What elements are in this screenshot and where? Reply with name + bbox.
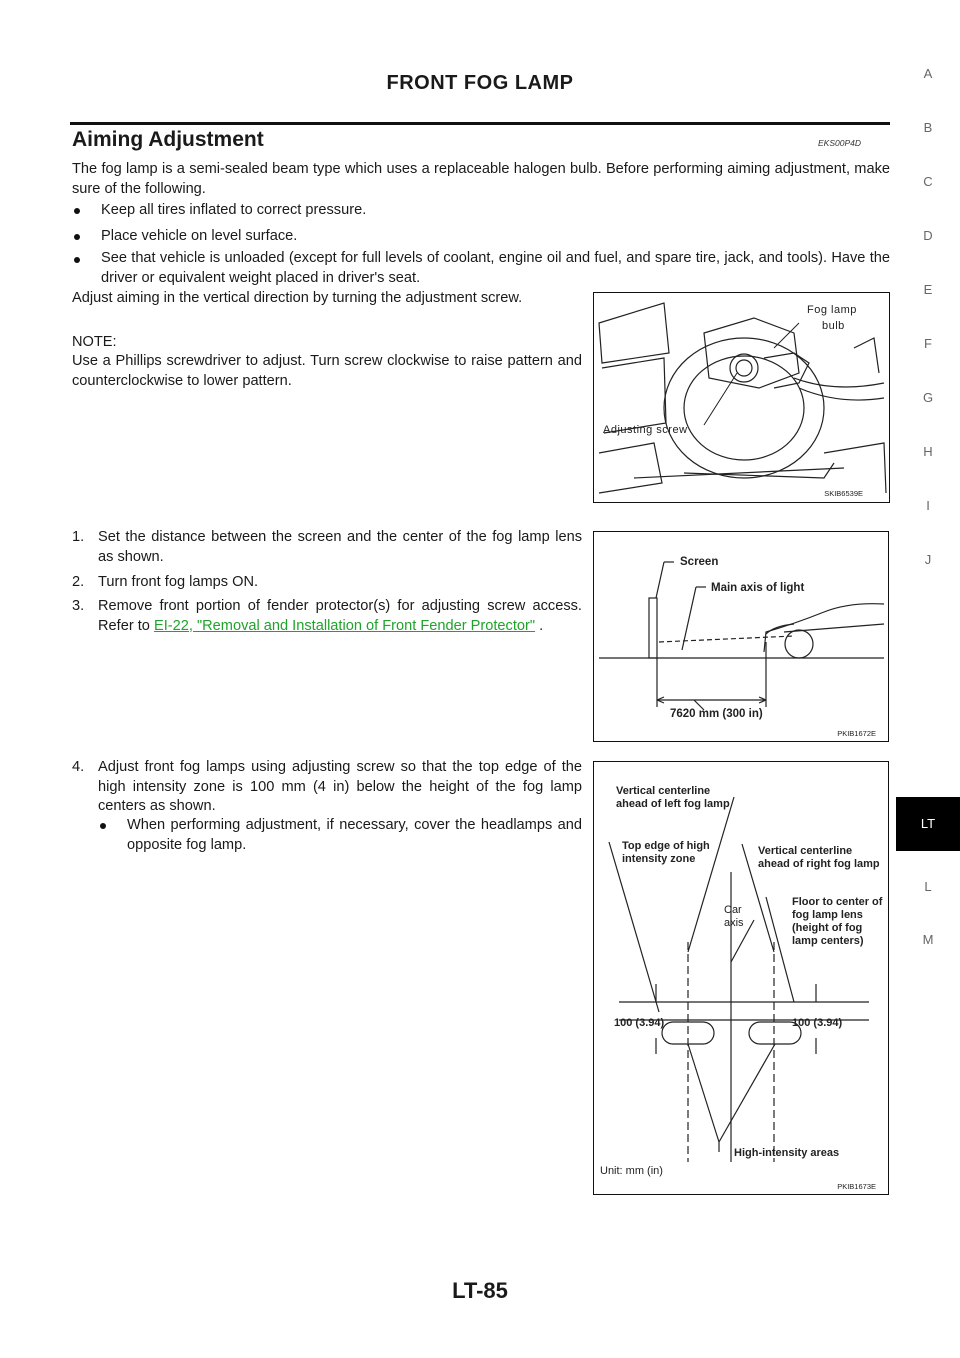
label-top-edge-2: intensity zone [622, 853, 696, 865]
side-tab-lt-active[interactable]: LT [896, 797, 960, 851]
intro-paragraph: The fog lamp is a semi-sealed beam type which uses a replaceable halogen bulb. Before performing aiming adjustment, make sure of the following. [72, 161, 890, 197]
screen-distance-illustration [594, 532, 888, 741]
figure-code: SKIB6539E [824, 489, 863, 498]
label-screen: Screen [680, 556, 719, 568]
aiming-pattern-illustration [594, 762, 888, 1194]
figure-code: PKIB1673E [837, 1182, 876, 1191]
label-car-2: axis [724, 917, 744, 929]
step-text-part: Remove front portion of fender protector(s) for adjusting screw access. Refer to [98, 598, 582, 634]
step-text: Adjust front fog lamps using adjusting screw so that the top edge of the high intensity zone is 100 mm (4 in) below the height of the fog lamp centers as shown. [98, 759, 582, 814]
section-title: Aiming Adjustment [72, 128, 264, 151]
step-text [98, 597, 582, 636]
figure-code: PKIB1672E [837, 729, 876, 738]
label-floor-1: Floor to center of [792, 896, 883, 908]
bullet-item: See that vehicle is unloaded (except for full levels of coolant, engine oil and fuel, and spare tire, jack, and tools). Have the driver or equivalent weight placed in driver's seat. [101, 250, 890, 286]
label-vl-left-1: Vertical centerline [616, 785, 711, 797]
side-tab-b[interactable]: B [923, 120, 933, 135]
side-tab-e[interactable]: E [923, 282, 933, 297]
note-text: Use a Phillips screwdriver to adjust. Turn screw clockwise to raise pattern and counterclockwise to lower pattern. [72, 353, 582, 389]
header-rule [70, 122, 890, 125]
label-vl-right-1: Vertical centerline [758, 845, 853, 857]
bullet-dot [74, 208, 80, 214]
step-number: 3. [72, 598, 85, 614]
label-car-1: Car [724, 904, 742, 916]
side-tab-d[interactable]: D [923, 228, 933, 243]
label-distance: 7620 mm (300 in) [670, 708, 763, 720]
step-text-part: . [535, 617, 544, 634]
label-unit: Unit: mm (in) [600, 1165, 663, 1177]
label-top-edge-1: Top edge of high [622, 840, 710, 852]
step-number: 2. [72, 574, 85, 590]
side-tab-m[interactable]: M [922, 932, 934, 947]
fog-lamp-illustration [594, 293, 889, 502]
label-high-areas: High-intensity areas [734, 1147, 840, 1159]
bullet-dot [74, 257, 80, 263]
side-tab-c[interactable]: C [923, 174, 933, 189]
bullet-dot [74, 234, 80, 240]
bullet-dot [100, 823, 106, 829]
label-dim-left: 100 (3.94) [614, 1017, 665, 1029]
side-tab-j[interactable]: J [924, 552, 932, 567]
side-tab-f[interactable]: F [924, 336, 932, 351]
side-tab-l[interactable]: L [924, 879, 932, 894]
page-number: LT-85 [452, 1278, 508, 1303]
note-label: NOTE: [72, 334, 117, 350]
bullet-item: Keep all tires inflated to correct pressure. [101, 202, 367, 218]
side-tab-g[interactable]: G [922, 390, 934, 405]
fender-protector-link[interactable]: EI-22, "Removal and Installation of Front Fender Protector" [153, 617, 536, 634]
step-text: Turn front fog lamps ON. [98, 574, 259, 590]
label-fog-lamp-bulb-2: bulb [822, 320, 845, 332]
adjust-paragraph: Adjust aiming in the vertical direction by turning the adjustment screw. [72, 290, 523, 306]
side-tab-a[interactable]: A [923, 66, 933, 81]
label-floor-2: fog lamp lens [792, 909, 863, 921]
figure-aiming-pattern [593, 761, 889, 1195]
page-header-title: FRONT FOG LAMP [386, 72, 574, 94]
step-number: 1. [72, 529, 85, 545]
label-adjusting-screw: Adjusting screw [603, 424, 688, 436]
section-code: EKS00P4D [818, 138, 861, 148]
label-vl-right-2: ahead of right fog lamp [758, 858, 880, 870]
label-floor-4: lamp centers) [792, 935, 864, 947]
figure-fog-lamp-bulb [593, 292, 890, 503]
bullet-item: Place vehicle on level surface. [101, 228, 298, 244]
label-fog-lamp-bulb-1: Fog lamp [807, 304, 857, 316]
label-main-axis: Main axis of light [711, 582, 805, 594]
label-floor-3: (height of fog [792, 922, 863, 934]
step-number: 4. [72, 759, 85, 775]
side-tab-h[interactable]: H [923, 444, 933, 459]
label-dim-right: 100 (3.94) [792, 1017, 843, 1029]
bullet-item: When performing adjustment, if necessary, cover the headlamps and opposite fog lamp. [127, 817, 582, 853]
step-text: Set the distance between the screen and the center of the fog lamp lens as shown. [98, 529, 582, 565]
label-vl-left-2: ahead of left fog lamp [616, 798, 730, 810]
side-tab-i[interactable]: I [926, 498, 930, 513]
figure-screen-distance [593, 531, 889, 742]
